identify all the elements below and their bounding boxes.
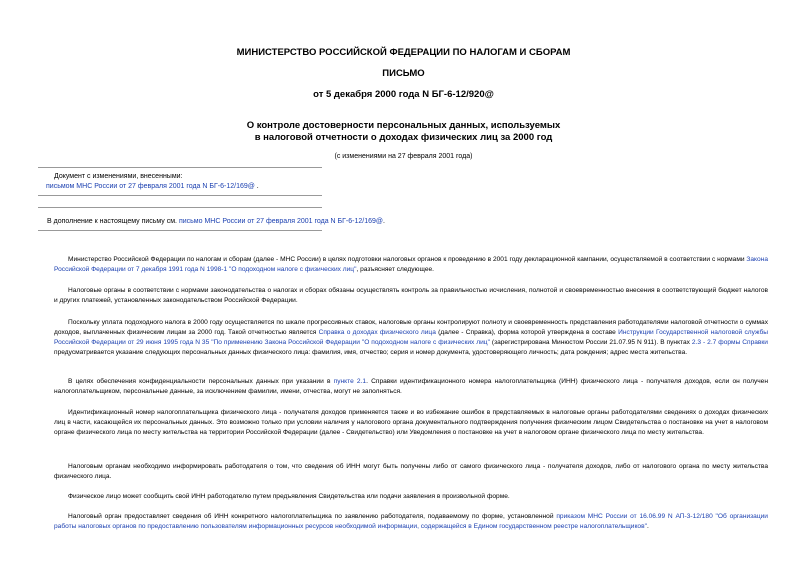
p7-text-1: Физическое лицо может сообщить свой ИНН работодателю путем предъявления Свидетельства или подачи заявления в произвольной форме.: [68, 493, 510, 500]
p1-text-1: Министерство Российской Федерации по налогам и сборам (далее - МНС России) в целях подготовки налоговых органов к проведению в 2001 году декларационной кампании, осуществляемой в соответствии с нормами: [68, 256, 747, 263]
addition-link[interactable]: письмо МНС России от 27 февраля 2001 года N БГ-6-12/169@: [178, 218, 383, 225]
addition-suffix: .: [383, 218, 385, 225]
paragraph-6: [54, 462, 768, 482]
p3-text-1: Поскольку уплата подоходного налога в 2000 году осуществляется по шкале прогрессивных ставок, налоговые органы контролируют полноту и своевременность представления работодателями налоговой отчетности о суммах доходов, выплаченных физическим лицам за 2000 год. Такой отчетностью является: [54, 319, 768, 336]
addition-prefix: В дополнение к настоящему письму см.: [47, 218, 179, 225]
p3-link-certificate[interactable]: Справка о доходах физического лица: [318, 329, 436, 336]
paragraph-7: [54, 492, 768, 502]
paragraph-3: [54, 318, 768, 358]
p8-text-2: .: [646, 523, 649, 530]
addition-line: [47, 216, 385, 227]
p8-link-order[interactable]: приказом МНС России от 16.06.99 N АП-3-12/180 "Об организации работы налоговых органов по предоставлению пользователям информационных ресурсов необходимой информации, содержащейся в Едином государственном реестре налогоплательщиков": [54, 513, 768, 530]
rule-top: [38, 167, 322, 168]
p3-link-instruction[interactable]: Инструкции Государственной налоговой службы Российской Федерации от 29 июня 1995 года N 35 "По применению Закона Российской Федерации "О подоходном налоге с физических лиц": [54, 329, 768, 346]
amendment-note: (с изменениями на 27 февраля 2001 года): [334, 153, 473, 160]
p3-link-form-items[interactable]: 2.3 - 2.7 формы Справки: [691, 339, 768, 346]
p8-text-1: Налоговый орган предоставляет сведения об ИНН конкретного налогоплательщика по заявлению работодателя, подаваемому по форме, установленной: [68, 513, 557, 520]
p3-text-4: предусматривается указание следующих персональных данных физического лица: фамилия, имя, отчество; серия и номер документа, удостоверяющего личность; дата рождения; адрес места жительства.: [54, 349, 688, 356]
paragraph-5: [54, 408, 768, 438]
ministry-heading: МИНИСТЕРСТВО РОССИЙСКОЙ ФЕДЕРАЦИИ ПО НАЛОГАМ И СБОРАМ: [236, 47, 571, 58]
document-type: ПИСЬМО: [382, 68, 425, 79]
p3-text-2: (далее - Справка), форма которой утверждена в составе: [435, 329, 619, 336]
document-date-number: от 5 декабря 2000 года N БГ-6-12/920@: [313, 89, 494, 100]
paragraph-2: [54, 286, 768, 306]
p4-text-2: . Справки идентификационного номера налогоплательщика (ИНН) физического лица - получателя доходов, если он получен налогоплательщиком, персональные данные, за исключением фамилии, имени, отчества, могут не заполняться.: [54, 378, 768, 395]
paragraph-1: [54, 255, 768, 275]
p6-text-1: Налоговым органам необходимо информировать работодателя о том, что сведения об ИНН могут быть получены либо от самого физического лица - получателя доходов, либо от налогового органа по месту жительства физического лица.: [54, 463, 768, 480]
document-title-line-2: в налоговой отчетности о доходах физических лиц за 2000 год: [254, 132, 553, 143]
rule-mid-2: [38, 207, 322, 208]
rule-mid-1: [38, 195, 322, 196]
paragraph-8: [54, 512, 768, 532]
rule-bottom: [38, 230, 322, 231]
changes-link[interactable]: письмом МНС России от 27 февраля 2001 года N БГ-6-12/169@: [46, 183, 255, 190]
document-title-line-1: О контроле достоверности персональных данных, используемых: [246, 120, 561, 131]
p1-link-law[interactable]: Закона Российской Федерации от 7 декабря 1991 года N 1998-1 "О подоходном налоге с физических лиц": [54, 256, 768, 273]
p2-text-1: Налоговые органы в соответствии с нормами законодательства о налогах и сборах обязаны осуществлять контроль за правильностью исчисления, полнотой и своевременностью внесения в соответствующий бюджет налогов и других платежей, установленных законодательством Российской Федерации.: [54, 287, 768, 304]
changes-line: [46, 181, 259, 192]
paragraph-4: [54, 377, 768, 397]
p4-text-1: В целях обеспечения конфиденциальности персональных данных при указании в: [68, 378, 334, 385]
p3-text-3: (зарегистрирована Минюстом России 21.07.95 N 911). В пунктах: [489, 339, 692, 346]
p4-link-item[interactable]: пункте 2.1: [333, 378, 367, 385]
p1-text-2: , разъясняет следующее.: [356, 266, 434, 273]
changes-after: .: [254, 183, 259, 190]
p5-text-1: Идентификационный номер налогоплательщика физического лица - получателя доходов применяется также и во избежание ошибок в представляемых в налоговые органы работодателями сведениях о доходах физических лиц в части, касающейся их персональных данных. Это возможно только при условии наличия у налогового органа документального подтверждения получения физическим лицом Свидетельства о постановке на учет в налоговом органе физического лица по месту жительства на территории Российской Федерации (далее - Свидетельство) или Уведомления о постановке на учет в налоговом органе физического лица по месту жительства.: [54, 409, 768, 436]
changes-label: Документ с изменениями, внесенными:: [54, 173, 183, 180]
